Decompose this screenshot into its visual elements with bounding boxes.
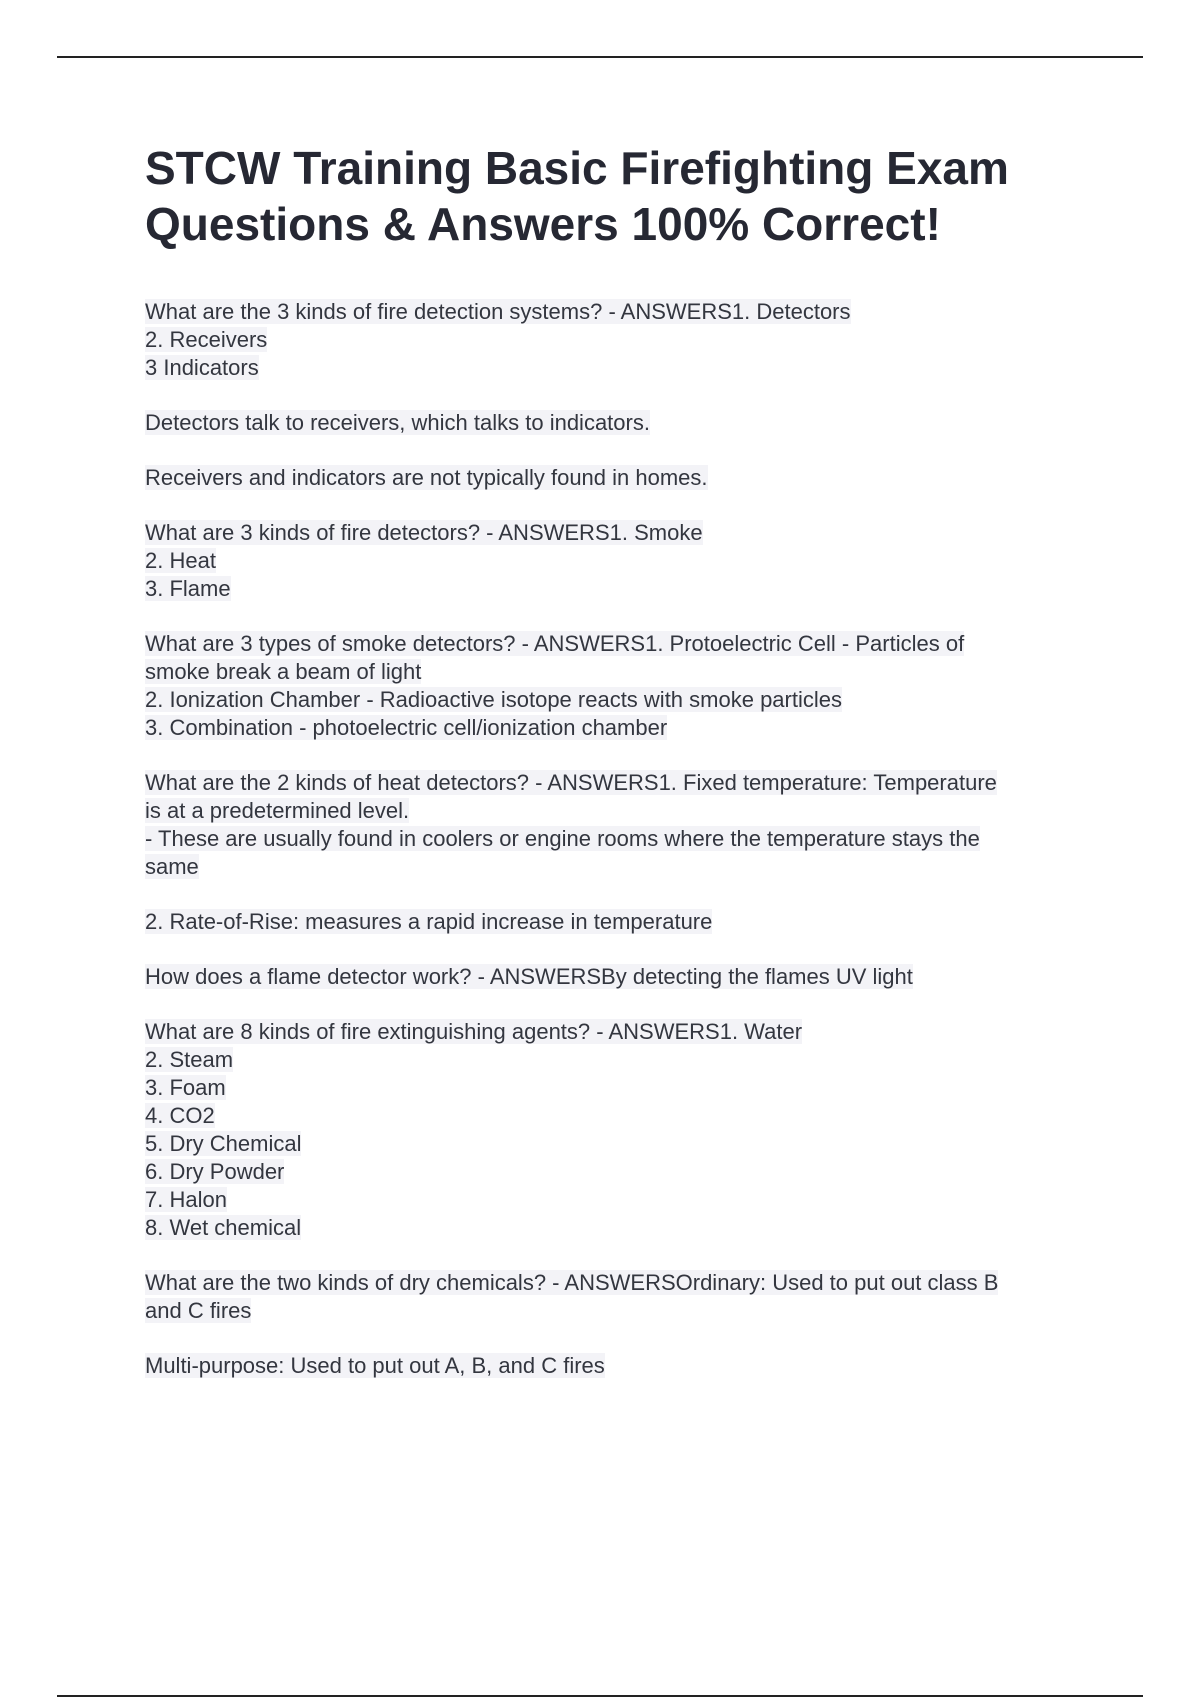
text-line-content: 5. Dry Chemical (145, 1131, 302, 1156)
text-line-content: 2. Steam (145, 1047, 234, 1072)
qa-paragraph (145, 1269, 1105, 1325)
text-line-content: What are 8 kinds of fire extinguishing agents? - ANSWERS1. Water (145, 1019, 803, 1044)
qa-paragraph (145, 963, 1105, 991)
text-line-content: What are 3 types of smoke detectors? - ANSWERS1. Protoelectric Cell - Particles of (145, 631, 965, 656)
text-line (145, 519, 1105, 547)
text-line-content: 6. Dry Powder (145, 1159, 285, 1184)
qa-paragraph (145, 464, 1105, 492)
text-line-content: 3. Flame (145, 576, 231, 601)
text-line (145, 298, 1105, 326)
text-line (145, 658, 1105, 686)
document-body (145, 298, 1105, 1380)
text-line (145, 326, 1105, 354)
text-line-content: 8. Wet chemical (145, 1215, 302, 1240)
text-line (145, 797, 1105, 825)
qa-paragraph (145, 908, 1105, 936)
text-line (145, 1074, 1105, 1102)
text-line-content: 3. Combination - photoelectric cell/ionization chamber (145, 715, 668, 740)
text-line-content: 4. CO2 (145, 1103, 215, 1128)
text-line (145, 1018, 1105, 1046)
text-line (145, 1046, 1105, 1074)
text-line-content: 2. Ionization Chamber - Radioactive isotope reacts with smoke particles (145, 687, 842, 712)
text-line-content: What are 3 kinds of fire detectors? - ANSWERS1. Smoke (145, 520, 703, 545)
text-line-content: and C fires (145, 1298, 252, 1323)
qa-paragraph (145, 630, 1105, 742)
text-line (145, 1186, 1105, 1214)
text-line-content: same (145, 854, 199, 879)
text-line (145, 714, 1105, 742)
text-line-content: smoke break a beam of light (145, 659, 422, 684)
text-line (145, 630, 1105, 658)
text-line-content: Multi-purpose: Used to put out A, B, and C fires (145, 1353, 605, 1378)
qa-paragraph (145, 1352, 1105, 1380)
header-rule (57, 56, 1143, 58)
text-line-content: What are the 2 kinds of heat detectors? - ANSWERS1. Fixed temperature: Temperature (145, 770, 997, 795)
text-line-content: 2. Heat (145, 548, 216, 573)
text-line-content: 3 Indicators (145, 355, 259, 380)
text-line-content: 7. Halon (145, 1187, 227, 1212)
text-line-content: is at a predetermined level. (145, 798, 410, 823)
text-line (145, 1158, 1105, 1186)
text-line (145, 547, 1105, 575)
qa-paragraph (145, 298, 1105, 382)
document-title: STCW Training Basic Firefighting Exam Questions & Answers 100% Correct! (145, 142, 1009, 250)
document-page (145, 140, 1105, 1407)
text-line (145, 1297, 1105, 1325)
text-line (145, 1269, 1105, 1297)
text-line-content: 3. Foam (145, 1075, 226, 1100)
text-line (145, 1102, 1105, 1130)
text-line-content: Detectors talk to receivers, which talks to indicators. (145, 410, 650, 435)
text-line-content: - These are usually found in coolers or engine rooms where the temperature stays the (145, 826, 980, 851)
text-line (145, 1130, 1105, 1158)
qa-paragraph (145, 769, 1105, 881)
text-line-content: 2. Receivers (145, 327, 268, 352)
text-line (145, 409, 1105, 437)
text-line (145, 769, 1105, 797)
text-line (145, 908, 1105, 936)
qa-paragraph (145, 409, 1105, 437)
text-line (145, 853, 1105, 881)
qa-paragraph (145, 519, 1105, 603)
qa-paragraph (145, 1018, 1105, 1242)
text-line-content: What are the 3 kinds of fire detection systems? - ANSWERS1. Detectors (145, 299, 851, 324)
text-line-content: What are the two kinds of dry chemicals? - ANSWERSOrdinary: Used to put out class B (145, 1270, 999, 1295)
text-line (145, 575, 1105, 603)
text-line (145, 825, 1105, 853)
text-line-content: Receivers and indicators are not typically found in homes. (145, 465, 708, 490)
footer-rule (57, 1695, 1143, 1697)
text-line-content: How does a flame detector work? - ANSWERSBy detecting the flames UV light (145, 964, 913, 989)
text-line (145, 1352, 1105, 1380)
text-line (145, 1214, 1105, 1242)
text-line (145, 686, 1105, 714)
text-line (145, 354, 1105, 382)
text-line-content: 2. Rate-of-Rise: measures a rapid increase in temperature (145, 909, 713, 934)
text-line (145, 464, 1105, 492)
text-line (145, 963, 1105, 991)
